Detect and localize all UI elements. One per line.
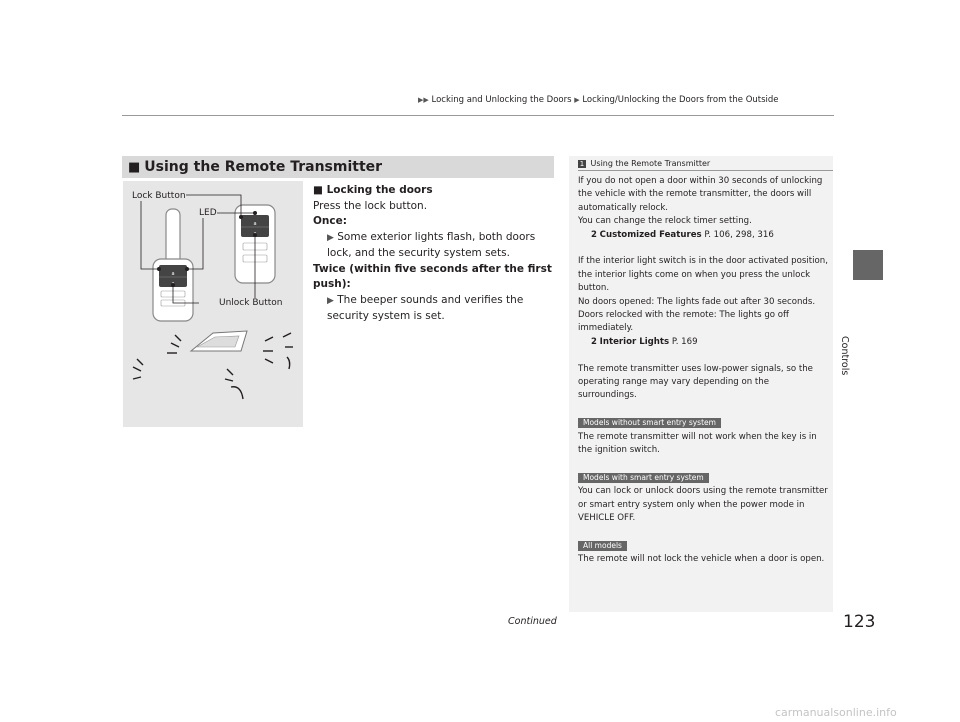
lock-button-label: Lock Button <box>132 191 186 201</box>
arrow-icon: ▶ <box>327 295 334 306</box>
once-label: Once: <box>313 215 347 227</box>
breadcrumb <box>418 95 779 105</box>
note-paragraph: You can change the relock timer setting. <box>578 216 752 227</box>
subheading-text: Locking the doors <box>326 184 433 196</box>
note-paragraph: Doors relocked with the remote: The lights go off immediately. <box>578 310 789 334</box>
note-paragraph: If you do not open a door within 30 seconds of unlocking the vehicle with the remote transmitter, the doors will automatically relock. <box>578 176 823 213</box>
cross-reference[interactable] <box>578 229 830 242</box>
twice-text: The beeper sounds and verifies the security system is set. <box>327 293 524 322</box>
subheading <box>313 183 553 199</box>
section-title: Using the Remote Transmitter <box>144 159 383 175</box>
breadcrumb-item[interactable]: Locking/Unlocking the Doors from the Outside <box>582 95 779 105</box>
model-tag: All models <box>578 541 627 551</box>
once-item <box>313 230 553 262</box>
twice-label: Twice (within five seconds after the first push): <box>313 262 552 290</box>
svg-text:a: a <box>253 221 257 227</box>
reference-arrow-icon: 2 <box>591 229 597 240</box>
note-paragraph: The remote transmitter will not work when the key is in the ignition switch. <box>578 431 817 456</box>
double-arrow-icon: ▶▶ <box>418 96 429 104</box>
note-number-icon: 1 <box>579 159 585 168</box>
side-tab-label: Controls <box>839 336 850 376</box>
note-title-text: Using the Remote Transmitter <box>590 159 711 168</box>
main-text <box>313 183 553 325</box>
once-text: Some exterior lights flash, both doors lock, and the security system sets. <box>327 230 536 259</box>
header-rule <box>122 115 834 116</box>
note-paragraph: You can lock or unlock doors using the remote transmitter or smart entry system only when the power mode in VEHICLE OFF. <box>578 486 828 524</box>
note-paragraph: If the interior light switch is in the door activated position, the interior lights come on when you press the unlock button. <box>578 256 828 294</box>
breadcrumb-item[interactable]: Locking and Unlocking the Doors <box>431 95 572 105</box>
cross-reference[interactable] <box>578 336 830 349</box>
arrow-icon: ▶ <box>574 96 580 104</box>
arrow-icon: ▶ <box>327 232 334 243</box>
page-number: 123 <box>843 612 876 632</box>
model-tag: Models without smart entry system <box>578 418 721 428</box>
side-tab-marker <box>853 250 883 280</box>
note-paragraph: No doors opened: The lights fade out after 30 seconds. <box>578 296 816 307</box>
continued-label: Continued <box>508 616 557 627</box>
reference-arrow-icon: 2 <box>591 336 597 347</box>
note-body <box>578 175 830 567</box>
note-title-rule <box>578 170 833 171</box>
note-paragraph: The remote transmitter uses low-power signals, so the operating range may vary depending on the surroundings. <box>578 363 813 401</box>
led-label: LED <box>199 208 217 218</box>
watermark: carmanualsonline.info <box>775 706 897 719</box>
reference-title[interactable]: Customized Features <box>599 229 702 240</box>
subheading-square-icon: ■ <box>313 184 323 196</box>
unlock-button-label: Unlock Button <box>219 298 283 308</box>
section-square-icon: ■ <box>128 159 141 175</box>
note-paragraph: The remote will not lock the vehicle when a door is open. <box>578 554 825 565</box>
section-heading <box>122 156 554 178</box>
note-title <box>578 159 710 168</box>
model-tag: Models with smart entry system <box>578 473 709 483</box>
remote-transmitter-figure <box>123 181 303 427</box>
twice-item <box>313 293 553 325</box>
side-note-panel <box>569 156 833 612</box>
paragraph: Press the lock button. <box>313 199 428 212</box>
svg-text:a: a <box>171 271 175 277</box>
reference-title[interactable]: Interior Lights <box>599 336 670 347</box>
reference-pages: P. 106, 298, 316 <box>704 229 774 240</box>
reference-pages: P. 169 <box>671 336 698 347</box>
